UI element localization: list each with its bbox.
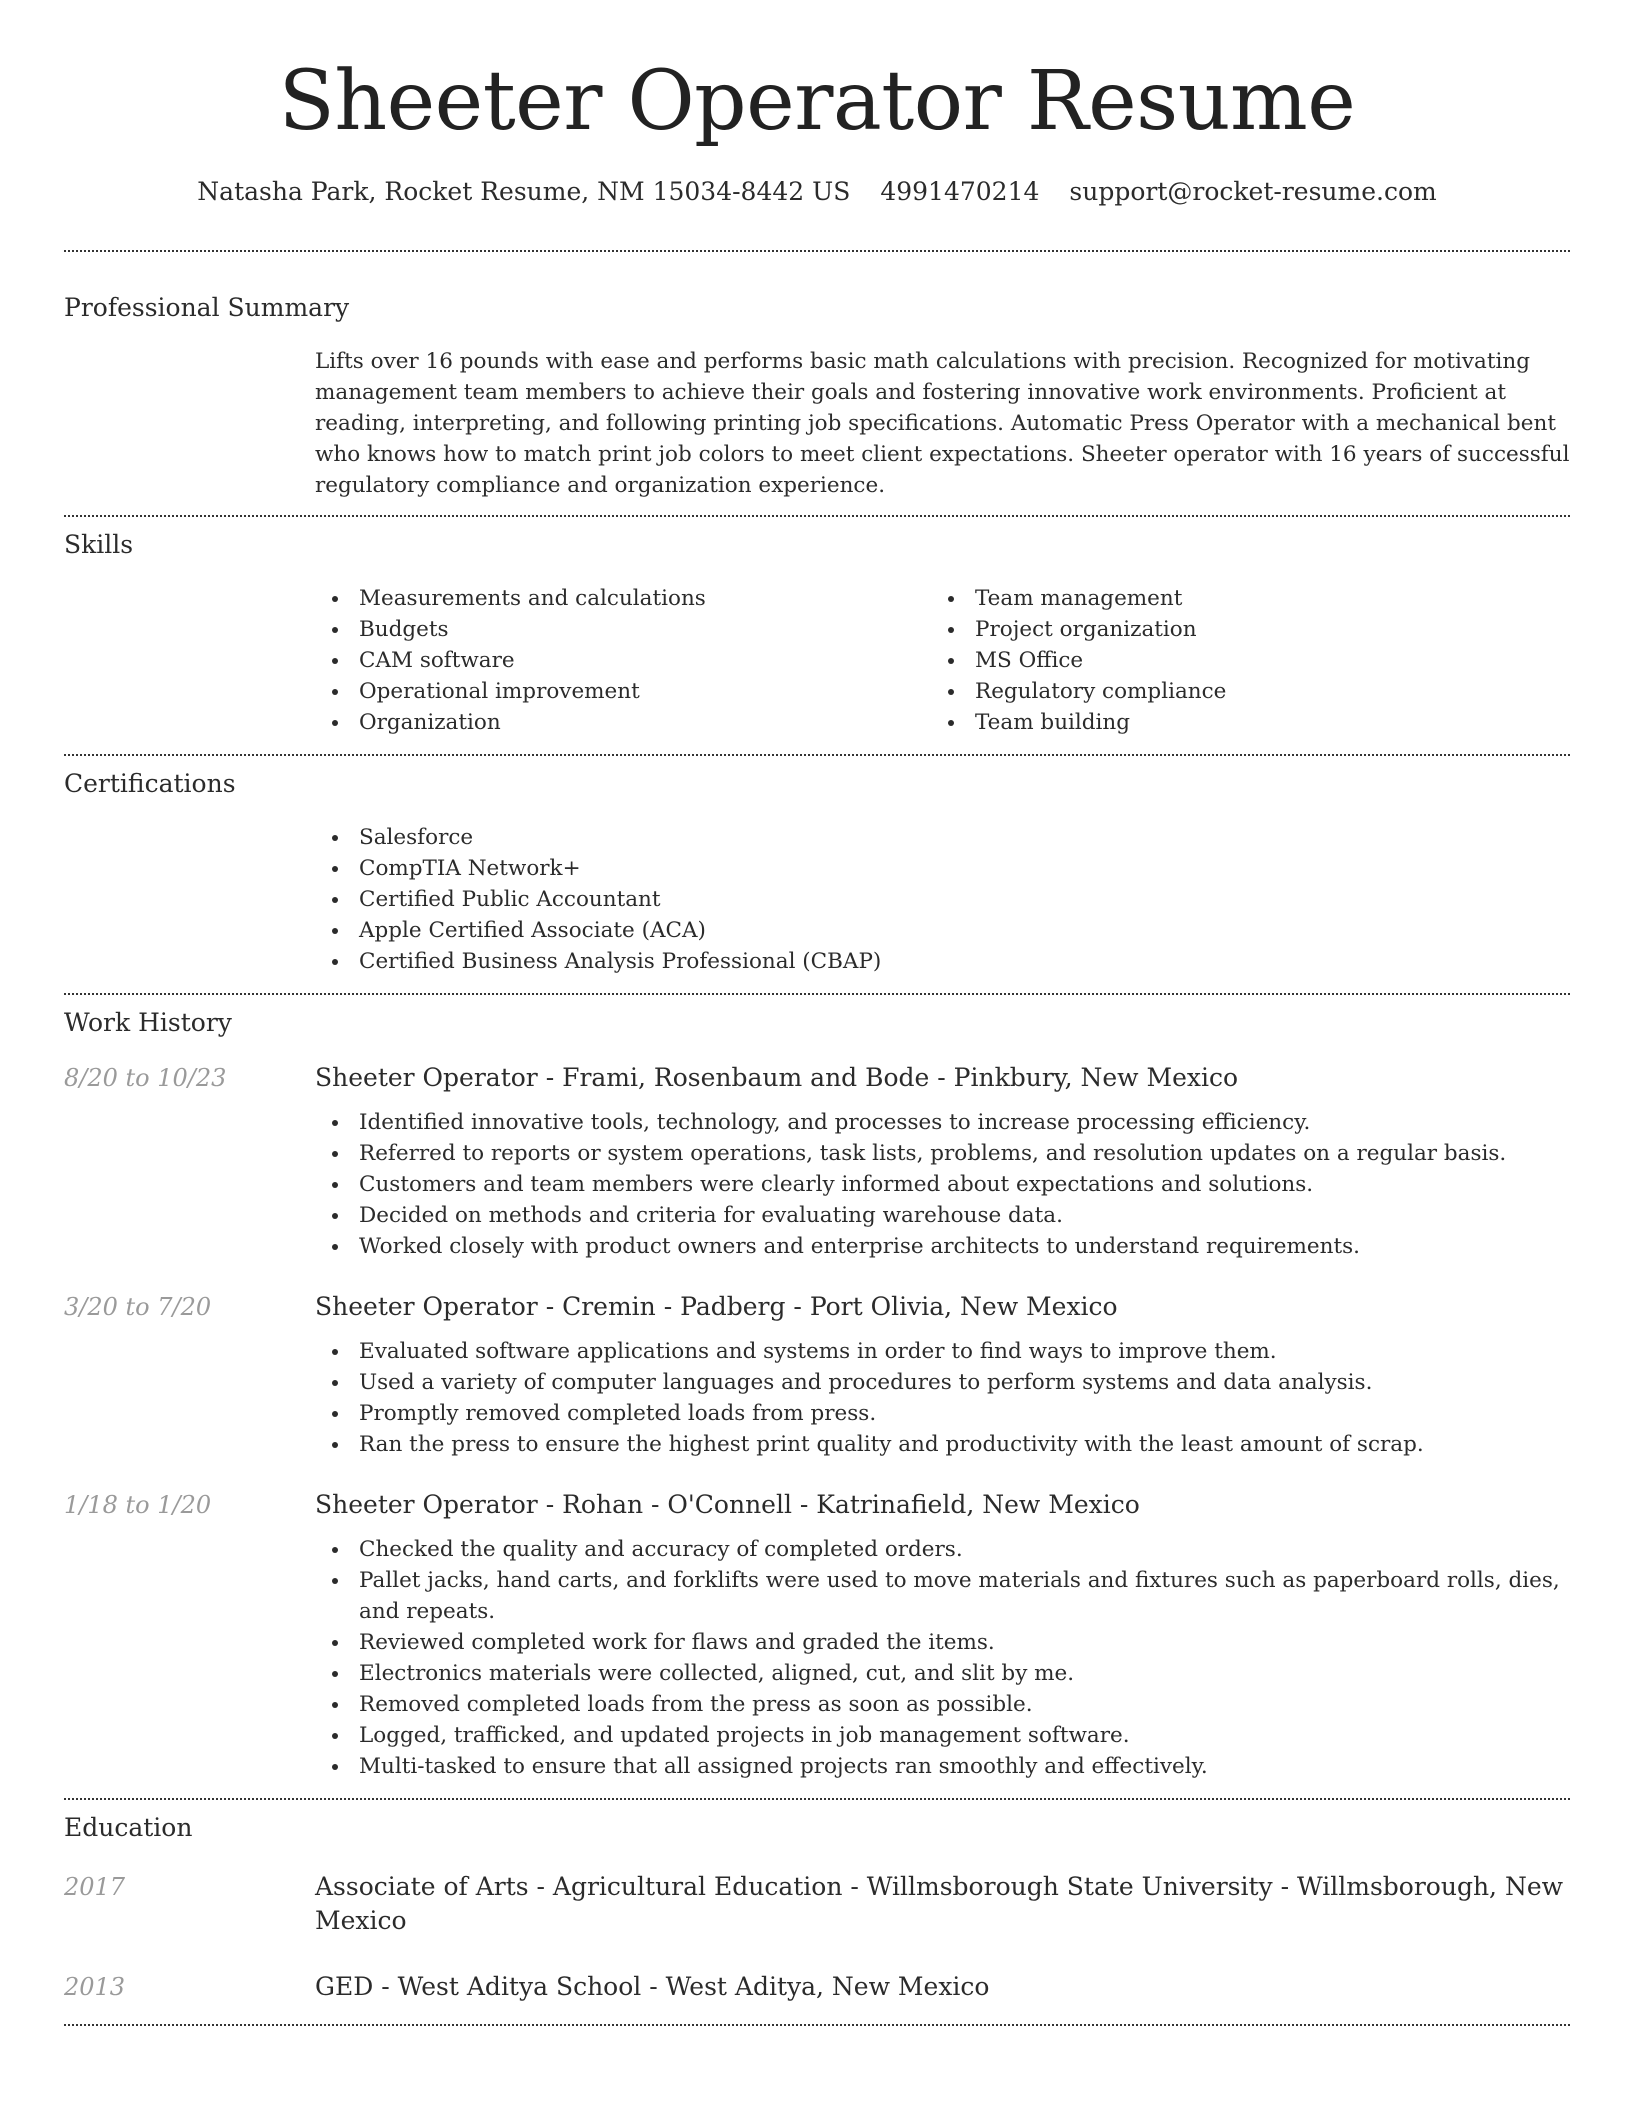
contact-email: support@rocket-resume.com [1069,177,1437,206]
education-degree: Associate of Arts - Agricultural Education [315,1872,843,1901]
contact-line [64,174,1570,210]
job-title-line [315,1290,1570,1324]
section-heading: Work History [64,1008,232,1037]
skill-item: Team building [931,707,1547,738]
job-bullet: Decided on methods and criteria for evaluating warehouse data. [315,1200,1570,1231]
skill-item: MS Office [931,645,1547,676]
certification-item: Certified Public Accountant [315,884,1570,915]
job-bullet: Pallet jacks, hand carts, and forklifts were used to move materials and fixtures such as paperboard rolls, dies, and repeats. [315,1565,1570,1627]
certifications-section [64,768,1570,977]
skills-list-left [315,583,931,738]
job-bullet: Evaluated software applications and systems in order to find ways to improve them. [315,1336,1570,1367]
education-school: - West Aditya School - West Aditya, New Mexico [373,1972,990,2001]
job-bullets [315,1336,1570,1460]
job-employer: - Cremin - Padberg - Port Olivia, New Mexico [537,1292,1118,1321]
skills-list-right [931,583,1547,738]
divider [64,2024,1570,2026]
job-bullet: Electronics materials were collected, aligned, cut, and slit by me. [315,1658,1570,1689]
job-entry [64,1061,1570,1262]
work-history-section [64,1007,1570,1782]
education-school: - Willmsborough State University - Willmsborough, New Mexico [315,1872,1564,1935]
divider [64,754,1570,756]
certification-item: Apple Certified Associate (ACA) [315,915,1570,946]
skill-item: Budgets [315,614,931,645]
education-entry [64,1870,1570,1938]
skill-item: Operational improvement [315,676,931,707]
certification-item: CompTIA Network+ [315,853,1570,884]
job-bullet: Checked the quality and accuracy of completed orders. [315,1534,1570,1565]
job-bullet: Used a variety of computer languages and procedures to perform systems and data analysis. [315,1367,1570,1398]
certification-item: Certified Business Analysis Professional (CBAP) [315,946,1570,977]
job-title-line [315,1488,1570,1522]
education-title-line [315,1970,1570,2004]
job-header [64,1290,1570,1324]
divider [64,515,1570,517]
divider [64,250,1570,252]
certification-item: Salesforce [315,822,1570,853]
job-role: Sheeter Operator [315,1490,538,1519]
job-bullet: Worked closely with product owners and enterprise architects to understand requirements. [315,1231,1570,1262]
job-bullet: Identified innovative tools, technology, and processes to increase processing efficiency. [315,1107,1570,1138]
section-heading: Education [64,1813,193,1842]
job-bullet: Promptly removed completed loads from press. [315,1398,1570,1429]
job-title-line [315,1061,1570,1095]
page-title: Sheeter Operator Resume [278,54,1356,149]
job-bullet: Removed completed loads from the press as soon as possible. [315,1689,1570,1720]
skill-item: Regulatory compliance [931,676,1547,707]
skill-item: Organization [315,707,931,738]
skills-grid [315,583,1570,738]
job-bullet: Referred to reports or system operations, task lists, problems, and resolution updates on a regular basis. [315,1138,1570,1169]
summary-text: Lifts over 16 pounds with ease and performs basic math calculations with precision. Recognized for motivating management team members to achieve their goals and fostering innovative work environments. Proficient at reading, interpreting, and following printing job specifications. Automatic Press Operator with a mechanical bent who knows how to match print job colors to meet client expectations. Sheeter operator with 16 years of successful regulatory compliance and organization experience. [315,349,1570,498]
job-bullet: Reviewed completed work for flaws and graded the items. [315,1627,1570,1658]
job-dates: 8/20 to 10/23 [64,1064,227,1092]
job-header [64,1488,1570,1522]
resume-page [64,0,1570,2026]
skill-item: Measurements and calculations [315,583,931,614]
section-heading: Skills [64,530,134,559]
job-employer: - Rohan - O'Connell - Katrinafield, New Mexico [537,1490,1140,1519]
education-entry [64,1970,1570,2004]
certifications-list [315,822,1570,977]
education-year: 2017 [64,1873,126,1901]
job-bullets [315,1534,1570,1782]
job-entry [64,1488,1570,1782]
contact-address: Natasha Park, Rocket Resume, NM 15034-8442 US [197,177,851,206]
summary-section [64,292,1570,501]
section-heading: Certifications [64,769,236,798]
job-bullet: Multi-tasked to ensure that all assigned projects ran smoothly and effectively. [315,1751,1570,1782]
contact-phone: 4991470214 [880,177,1040,206]
job-bullet: Customers and team members were clearly informed about expectations and solutions. [315,1169,1570,1200]
divider [64,993,1570,995]
job-role: Sheeter Operator [315,1063,538,1092]
job-dates: 1/18 to 1/20 [64,1491,212,1519]
job-employer: - Frami, Rosenbaum and Bode - Pinkbury, New Mexico [537,1063,1239,1092]
education-title-line [315,1870,1570,1938]
skill-item: Project organization [931,614,1547,645]
job-bullet: Logged, trafficked, and updated projects in job management software. [315,1720,1570,1751]
education-degree: GED [315,1972,374,2001]
job-dates: 3/20 to 7/20 [64,1293,212,1321]
job-bullets [315,1107,1570,1262]
section-heading: Professional Summary [64,293,350,322]
divider [64,1798,1570,1800]
education-section [64,1812,1570,2004]
job-header [64,1061,1570,1095]
job-role: Sheeter Operator [315,1292,538,1321]
skills-section [64,529,1570,738]
job-bullet: Ran the press to ensure the highest print quality and productivity with the least amount of scrap. [315,1429,1570,1460]
skill-item: CAM software [315,645,931,676]
job-entry [64,1290,1570,1460]
education-year: 2013 [64,1973,126,2001]
skill-item: Team management [931,583,1547,614]
